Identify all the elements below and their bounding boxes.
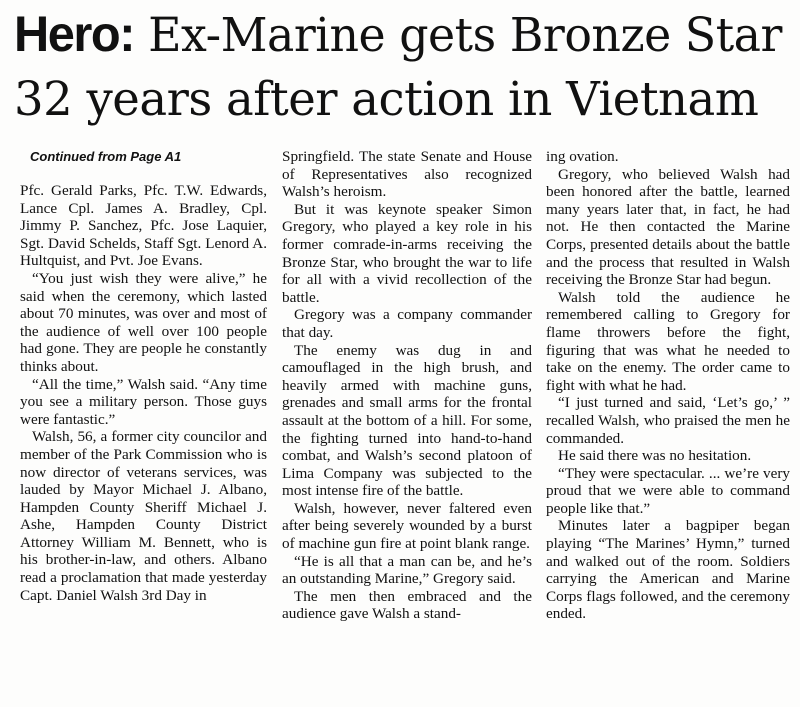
continued-from-label: Continued from Page A1 (30, 149, 182, 164)
column-2 (282, 148, 532, 703)
headline (14, 2, 790, 132)
paragraph: Pfc. Gerald Parks, Pfc. T.W. Edwards, Lance Cpl. James A. Bradley, Cpl. Jimmy P. Sanchez, Pfc. Jose Laquier, Sgt. David Schelds, Staff Sgt. Lenord A. Hultquist, and Pvt. Joe Evans. (20, 182, 267, 270)
paragraph: He said there was no hesitation. (558, 447, 752, 465)
column-1 (20, 148, 267, 703)
paragraph: The enemy was dug in and camouflaged in the high brush, and heavily armed with machine guns, grenades and small arms for the frontal assault at the bottom of a hill. For some, the fighting turned into hand-to-hand combat, and Walsh’s second platoon of Lima Company was subjected to the most intense fire of the battle. (282, 341, 532, 500)
paragraph: Gregory, who believed Walsh had been honored after the battle, learned many years later that, in fact, he had not. He then contacted the Marine Corps, presented details about the battle and the process that resulted in Walsh receiving the Bronze Star had begun. (546, 165, 790, 289)
column-3 (546, 148, 790, 703)
headline-line-1 (14, 2, 782, 68)
headline-kicker: Hero: (14, 6, 135, 62)
paragraph: Springfield. The state Senate and House of Representatives also recognized Walsh’s heroism. (282, 148, 532, 201)
article-body (20, 148, 790, 703)
paragraph: The men then embraced and the audience gave Walsh a stand- (282, 587, 532, 623)
paragraph: Walsh, however, never faltered even after being severely wounded by a burst of machine gun fire at point blank range. (282, 499, 532, 553)
paragraph: But it was keynote speaker Simon Gregory, who played a key role in his former comrade-in-arms receiving the Bronze Star, who brought the war to life for all with a vivid recollection of the battle. (282, 200, 532, 306)
paragraph: “All the time,” Walsh said. “Any time you see a military person. Those guys were fantastic.” (20, 375, 267, 428)
paragraph: “They were spectacular. ... we’re very proud that we were able to command people like that.” (546, 464, 790, 517)
paragraph: Minutes later a bagpiper began playing “The Marines’ Hymn,” turned and walked out of the room. Soldiers carrying the American and Marine Corps flags followed, and the ceremony ended. (546, 517, 790, 623)
paragraph: “I just turned and said, ‘Let’s go,’ ” recalled Walsh, who praised the men he commanded. (546, 394, 790, 447)
paragraph: Walsh, 56, a former city councilor and member of the Park Commission who is now director of veterans services, was lauded by Mayor Michael J. Albano, Hampden County Sheriff Michael J. Ashe, Hampden County District Attorney William M. Bennett, who is his brother-in-law, and others. Albano read a proclamation that made yesterday Capt. Daniel Walsh 3rd Day in (20, 428, 267, 604)
paragraph: Gregory was a company commander that day. (282, 306, 532, 341)
paragraph: ing ovation. (546, 148, 619, 165)
headline-line-2: 32 years after action in Vietnam (14, 72, 759, 127)
paragraph: “You just wish they were alive,” he said when the ceremony, which lasted about 70 minutes, was over and most of the audience of well over 100 people had gone. They are people he constantly thinks about. (20, 269, 267, 375)
paragraph: Walsh told the audience he remembered calling to Gregory for flame throwers before the fight, figuring that was what he needed to take on the enemy. The order came to fight with what he had. (546, 288, 790, 394)
headline-line-1-text: Ex-Marine gets Bronze Star (148, 8, 782, 63)
paragraph: “He is all that a man can be, and he’s an outstanding Marine,” Gregory said. (282, 552, 532, 588)
